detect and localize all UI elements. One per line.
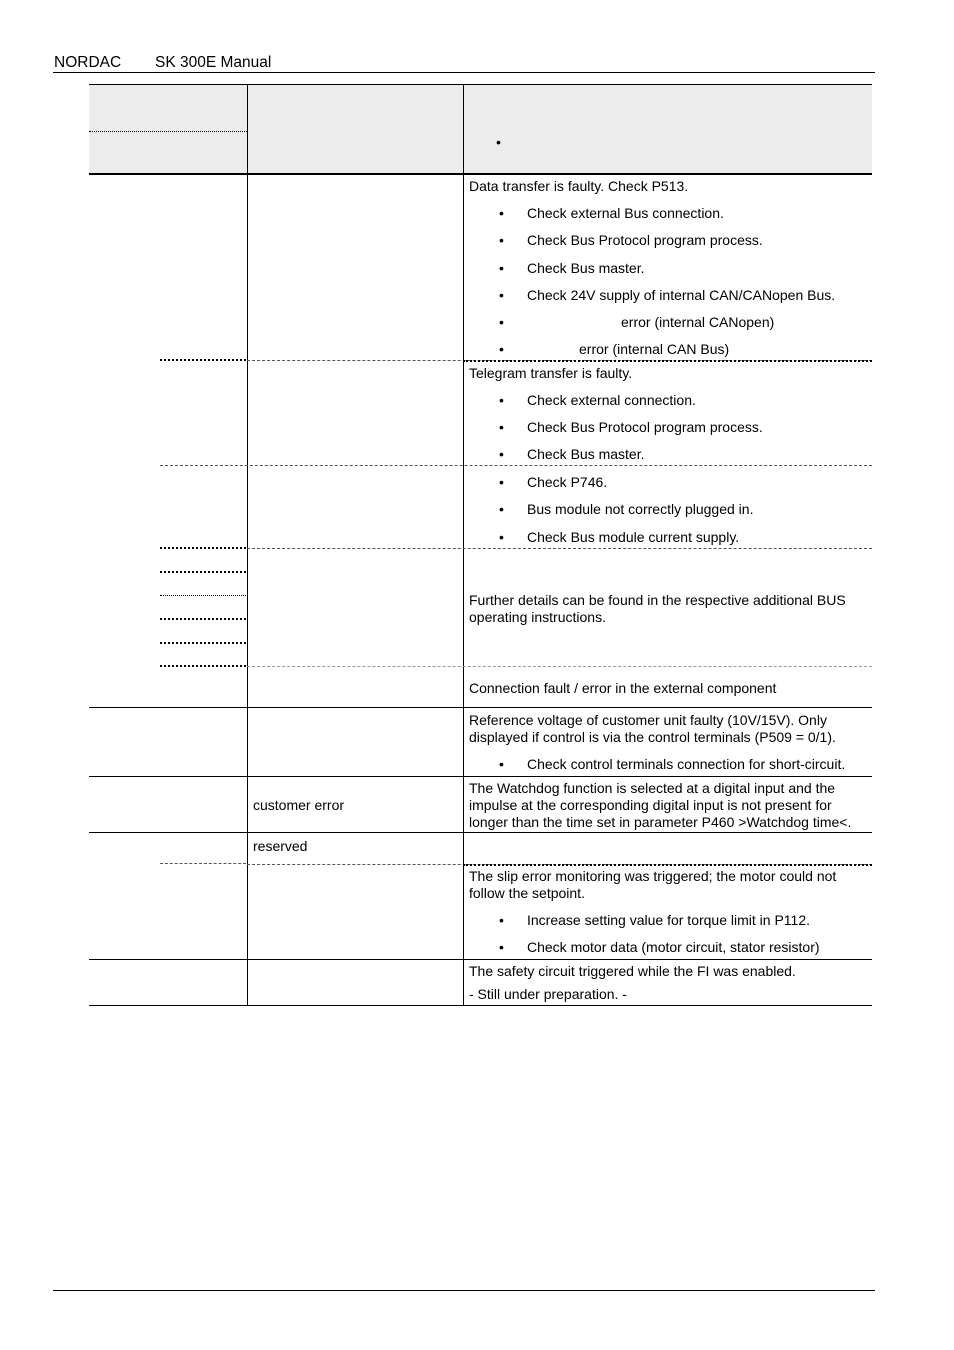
telegram-error-intro: Telegram transfer is faulty. [469, 365, 633, 381]
further-details-text: Further details can be found in the respective additional BUS operating instructions. [469, 592, 846, 625]
error-table: • Data transfer is faulty. Check P513. • Check external Bus connection. • Check Bus Protocol program process. • Check Bus master. • Check 24V supply of internal CAN/CANopen Bus. • error (internal CANopen) • error (internal CAN Bus) Telegram transfer is faulty. • Check external connection. • Check Bus Protocol program process. • Check Bus master. • Check P746. • Bus module not correctly plugged in. • Check Bus module current supply. Further details can be found in the respective additional BUS operating instructions. Connection fault / error in the external component Reference voltage of customer unit faulty (10V/15V). Only displayed if control is via the control terminals (P509 = 0/1). • Check control terminals connection for short-circuit. customer error The Watchdog function is selected at a digital input and the impulse at the corresponding digital input is not present for longer than the time set in parameter P460 >Watchdog time<. reserved The slip error monitoring was triggered; the motor could not follow the setpoint. • Increase setting value for torque limit in P112. • Check motor data (motor circuit, stator resistor) The safety circuit triggered while the FI was enabled. - Still under preparation. - [0, 0, 954, 1010]
table-header-row [89, 85, 872, 173]
footer-rule [53, 1290, 875, 1291]
reference-voltage-text: Reference voltage of customer unit faulty (10V/15V). Only displayed if control is via the control terminals (P509 = 0/1). [469, 712, 836, 745]
reserved-label: reserved [253, 838, 308, 854]
slip-error-text: The slip error monitoring was triggered; the motor could not follow the setpoint. [469, 868, 837, 901]
safety-note: - Still under preparation. - [469, 986, 627, 1002]
header-brand: NORDAC [54, 54, 122, 71]
header-title: SK 300E Manual [155, 54, 272, 71]
bus-error-intro: Data transfer is faulty. Check P513. [469, 178, 689, 194]
safety-text: The safety circuit triggered while the FI was enabled. [469, 963, 796, 979]
watchdog-text: The Watchdog function is selected at a digital input and the impulse at the corresponding digital input is not present for longer than the time set in parameter P460 >Watchdog time<. [469, 780, 852, 830]
connection-fault-text: Connection fault / error in the external component [469, 680, 777, 696]
watchdog-label: customer error [253, 797, 345, 813]
